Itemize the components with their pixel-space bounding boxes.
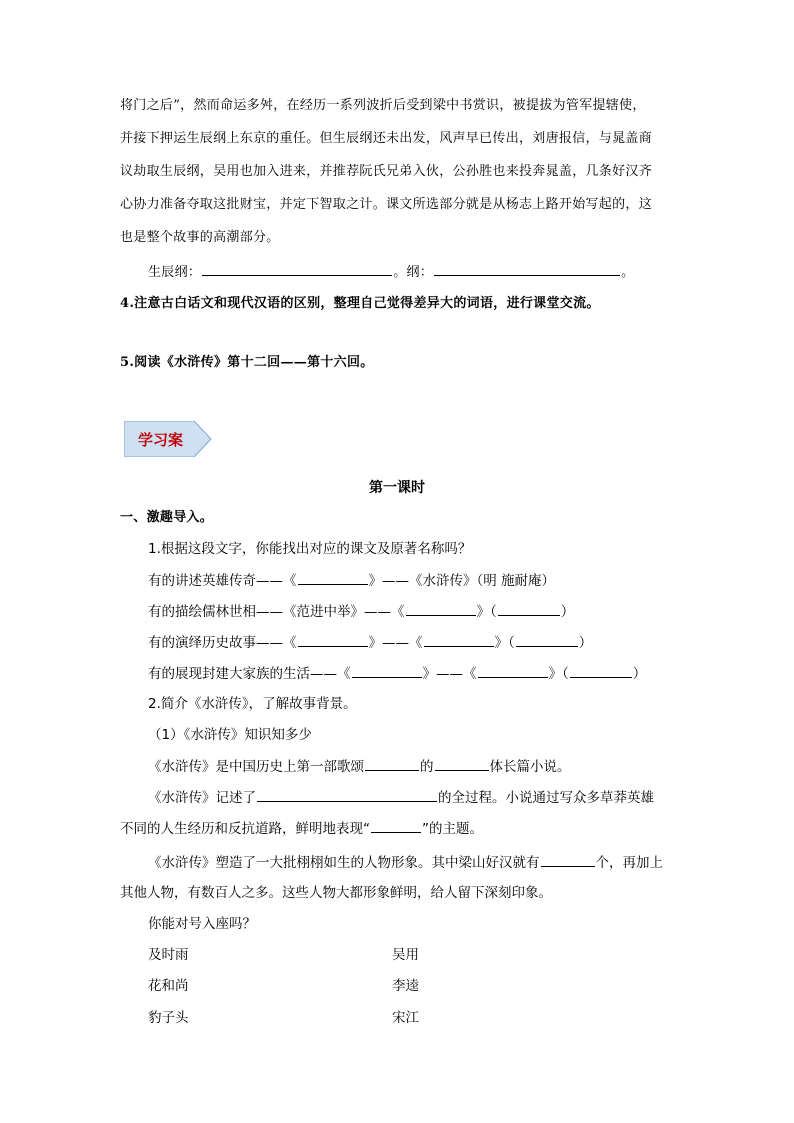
q2-sub-1: （1）《水浒传》知识知多少 [148, 727, 312, 743]
section-title: 第一课时 [369, 480, 425, 496]
match-prompt: 你能对号入座吗？ [148, 916, 256, 932]
match-right-1[interactable]: 吴用 [392, 947, 419, 963]
task-4: 4.注意古白话文和现代汉语的区别，整理自己觉得差异大的词语，进行课堂交流。 [120, 296, 600, 311]
badge-label: 学习案 [138, 431, 184, 449]
question-2: 2.简介《水浒传》，了解故事背景。 [148, 696, 357, 712]
paragraph-3-line-2: 其他人物，有数百人之多。这些人物大都形象鲜明，给人留下深刻印象。 [120, 885, 552, 901]
q1-blank-4[interactable] [298, 632, 368, 647]
q1-blank-7[interactable] [352, 663, 422, 678]
def-end: 。 [621, 265, 635, 280]
paragraph-2-line-2: 不同的人生经历和反抗道路，鲜明地表现“ ”的主题。 [120, 818, 483, 839]
def-label-gang: 。纲： [393, 265, 434, 280]
match-right-3[interactable]: 宋江 [392, 1010, 419, 1026]
match-left-3[interactable]: 豹子头 [148, 1010, 189, 1026]
q1-line-3: 有的演绎历史故事——《 》——《 》（ ） [148, 632, 592, 653]
match-left-2[interactable]: 花和尚 [148, 978, 189, 994]
q1-blank-8[interactable] [478, 663, 548, 678]
part1-heading: 一、激趣导入。 [120, 510, 214, 525]
def-label-shengchengang: 生辰纲： [148, 265, 202, 280]
p2-blank-1[interactable] [257, 787, 437, 802]
intro-line-3: 议劫取生辰纲，吴用也加入进来，并推荐阮氏兄弟入伙，公孙胜也来投奔晁盖，几条好汉齐 [120, 164, 653, 179]
intro-line-1: 将门之后”，然而命运多舛，在经历一系列波折后受到梁中书赏识，被提拔为管军提辖使， [120, 98, 646, 113]
paragraph-3-line-1: 《水浒传》塑造了一大批栩栩如生的人物形象。其中梁山好汉就有 个，再加上 [148, 852, 663, 873]
intro-line-5: 也是整个故事的高潮部分。 [120, 230, 280, 245]
paragraph-2-line-1: 《水浒传》记述了 的全过程。小说通过写众多草莽英雄 [148, 787, 654, 808]
q1-line-1: 有的讲述英雄传奇——《 》——《水浒传》（明 施耐庵） [148, 570, 555, 591]
intro-line-4: 心协力准备夺取这批财宝，并定下智取之计。课文所选部分就是从杨志上路开始写起的，这 [120, 197, 653, 212]
question-1: 1.根据这段文字，你能找出对应的课文及原著名称吗？ [148, 541, 472, 557]
p1-blank-1[interactable] [365, 756, 419, 771]
q1-blank-1[interactable] [298, 570, 368, 585]
q1-blank-6[interactable] [516, 632, 578, 647]
def-blank-1[interactable] [202, 261, 392, 276]
q1-line-4: 有的展现封建大家族的生活——《 》——《 》（ ） [148, 663, 646, 684]
match-left-1[interactable]: 及时雨 [148, 947, 189, 963]
task-5: 5.阅读《水浒传》第十二回——第十六回。 [120, 355, 374, 370]
q1-blank-2[interactable] [406, 601, 476, 616]
q1-line-2: 有的描绘儒林世相——《范进中举》——《 》（ ） [148, 601, 574, 622]
q1-blank-3[interactable] [498, 601, 560, 616]
p3-blank-1[interactable] [541, 852, 595, 867]
paragraph-1: 《水浒传》是中国历史上第一部歌颂 的 体长篇小说。 [148, 756, 571, 777]
p2-blank-2[interactable] [371, 818, 421, 833]
definition-line [148, 261, 634, 283]
q1-blank-9[interactable] [570, 663, 632, 678]
q1-blank-5[interactable] [424, 632, 494, 647]
match-right-2[interactable]: 李逵 [392, 978, 419, 994]
study-case-badge [124, 421, 212, 457]
p1-blank-2[interactable] [435, 756, 489, 771]
def-blank-2[interactable] [434, 261, 620, 276]
intro-line-2: 并接下押运生辰纲上东京的重任。但生辰纲还未出发，风声早已传出，刘唐报信，与晁盖商 [120, 131, 653, 146]
